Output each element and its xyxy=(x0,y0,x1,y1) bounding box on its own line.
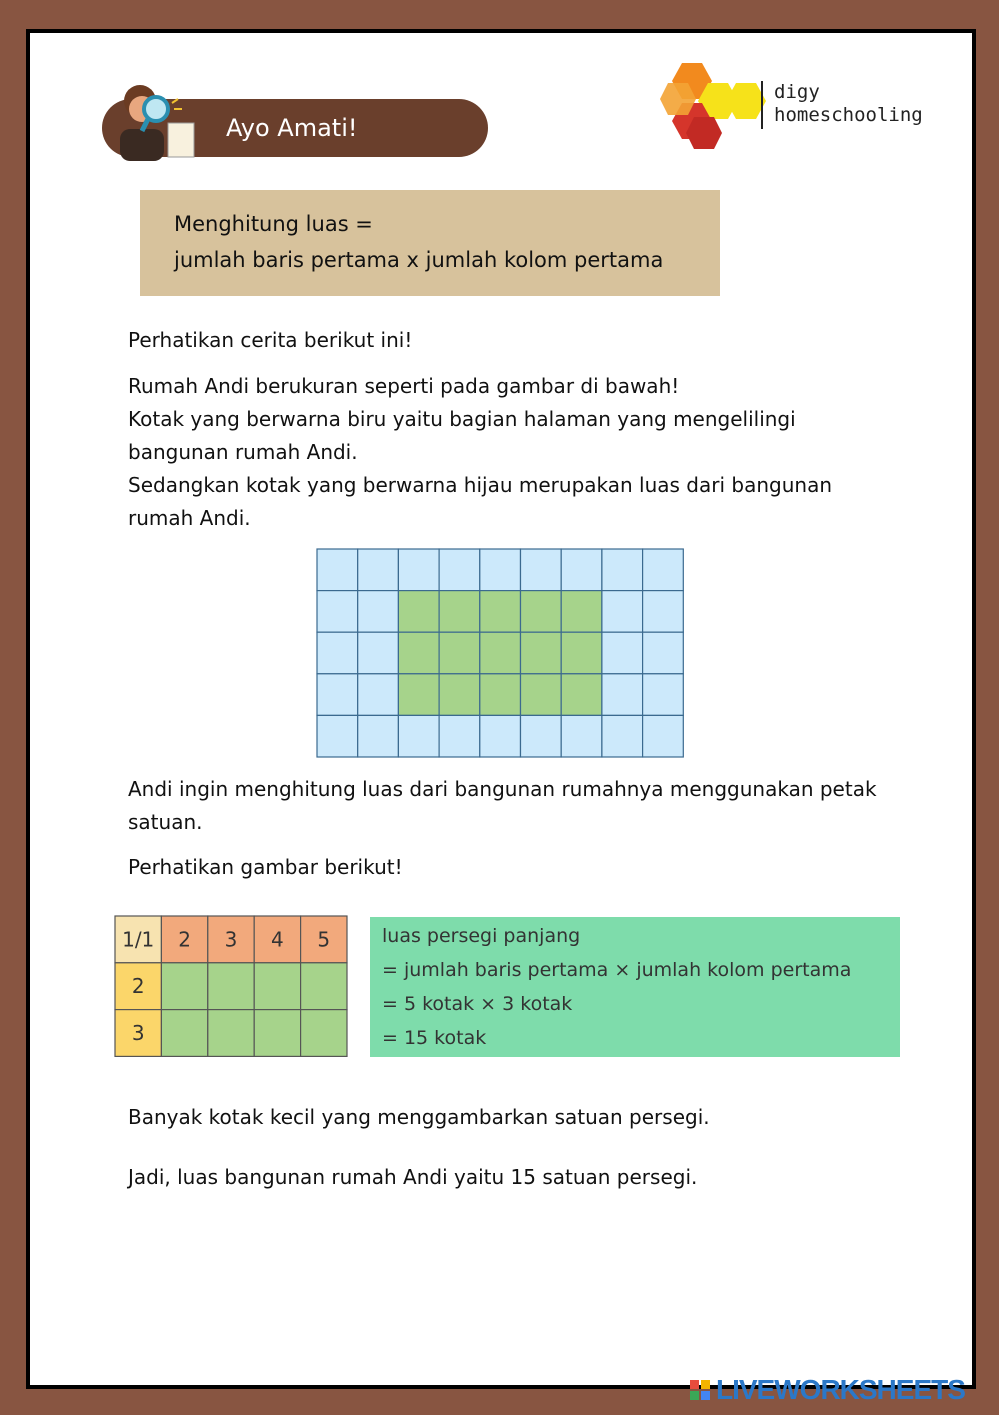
formula-line-2: jumlah baris pertama x jumlah kolom pertama xyxy=(174,248,664,272)
row-label-cell-label: 3 xyxy=(131,1021,145,1045)
yard-cell xyxy=(317,674,358,716)
liveworksheets-watermark: LIVEWORKSHEETS xyxy=(716,1374,965,1405)
house-cell xyxy=(521,632,562,674)
unit-square-cell xyxy=(208,1010,254,1057)
yard-cell xyxy=(561,549,602,591)
counting-grid xyxy=(114,915,350,1061)
logo-text-digy: digy xyxy=(774,81,820,103)
unit-square-cell xyxy=(161,963,207,1010)
yard-cell xyxy=(358,715,399,757)
yard-cell xyxy=(358,674,399,716)
yard-cell xyxy=(439,715,480,757)
story-line-3: bangunan rumah Andi. xyxy=(128,440,358,464)
house-cell xyxy=(521,674,562,716)
calc-line-3: = 5 kotak × 3 kotak xyxy=(382,993,573,1015)
house-cell xyxy=(480,632,521,674)
yard-cell xyxy=(358,632,399,674)
column-label-cell-label: 5 xyxy=(317,927,331,952)
worksheet-page xyxy=(26,29,976,1389)
calc-line-4: = 15 kotak xyxy=(382,1027,487,1049)
liveworksheets-logo-icon xyxy=(688,1372,712,1412)
house-cell xyxy=(561,591,602,633)
yard-cell xyxy=(358,549,399,591)
house-cell xyxy=(480,674,521,716)
yard-cell xyxy=(602,632,643,674)
conclusion-1: Banyak kotak kecil yang menggambarkan satuan persegi. xyxy=(128,1105,710,1129)
house-cell xyxy=(398,591,439,633)
yard-cell xyxy=(602,591,643,633)
house-cell xyxy=(398,632,439,674)
column-label-cell-label: 4 xyxy=(271,927,284,952)
unit-square-cell xyxy=(301,963,347,1010)
yard-cell xyxy=(317,632,358,674)
unit-square-cell xyxy=(301,1010,347,1057)
yard-cell xyxy=(398,549,439,591)
story-line-2: Kotak yang berwarna biru yaitu bagian halaman yang mengelilingi xyxy=(128,407,796,431)
yard-cell xyxy=(480,715,521,757)
yard-cell xyxy=(398,715,439,757)
yard-cell xyxy=(521,715,562,757)
story-line-1: Rumah Andi berukuran seperti pada gambar di bawah! xyxy=(128,374,680,398)
house-area-grid xyxy=(316,548,686,760)
column-label-cell-label: 3 xyxy=(224,927,238,952)
instruction-2: Perhatikan gambar berikut! xyxy=(128,855,403,879)
unit-square-cell xyxy=(254,963,300,1010)
yard-cell xyxy=(317,715,358,757)
row-label-cell-label: 2 xyxy=(131,974,145,999)
yard-cell xyxy=(521,549,562,591)
formula-box xyxy=(140,190,720,296)
unit-square-cell xyxy=(161,1010,207,1057)
yard-cell xyxy=(643,591,684,633)
house-cell xyxy=(439,632,480,674)
page-title: Ayo Amati! xyxy=(226,114,358,142)
house-cell xyxy=(561,674,602,716)
story-line-4: Sedangkan kotak yang berwarna hijau merupakan luas dari bangunan xyxy=(128,473,832,497)
calc-line-2: = jumlah baris pertama × jumlah kolom pertama xyxy=(382,959,852,981)
yard-cell xyxy=(480,549,521,591)
formula-line-1: Menghitung luas = xyxy=(174,212,373,236)
unit-square-cell xyxy=(254,1010,300,1057)
yard-cell xyxy=(439,549,480,591)
house-cell xyxy=(561,632,602,674)
yard-cell xyxy=(643,549,684,591)
story-line-5: rumah Andi. xyxy=(128,506,251,530)
yard-cell xyxy=(643,674,684,716)
yard-cell xyxy=(602,674,643,716)
house-cell xyxy=(521,591,562,633)
calc-line-1: luas persegi panjang xyxy=(382,925,581,947)
house-cell xyxy=(439,674,480,716)
detective-kid-icon xyxy=(108,79,198,161)
yard-cell xyxy=(358,591,399,633)
house-cell xyxy=(480,591,521,633)
unit-square-cell xyxy=(208,963,254,1010)
yard-cell xyxy=(317,549,358,591)
yard-cell xyxy=(602,549,643,591)
yard-cell xyxy=(643,632,684,674)
yard-cell xyxy=(561,715,602,757)
yard-cell xyxy=(643,715,684,757)
yard-cell xyxy=(602,715,643,757)
yard-cell xyxy=(317,591,358,633)
andi-line-1: Andi ingin menghitung luas dari bangunan rumahnya menggunakan petak xyxy=(128,777,877,801)
column-label-cell-label: 2 xyxy=(178,927,191,952)
calculation-box xyxy=(370,917,900,1057)
logo-text-homeschooling: homeschooling xyxy=(774,104,923,126)
conclusion-2: Jadi, luas bangunan rumah Andi yaitu 15 satuan persegi. xyxy=(128,1165,698,1189)
house-cell xyxy=(439,591,480,633)
house-cell xyxy=(398,674,439,716)
andi-line-2: satuan. xyxy=(128,810,203,834)
instruction-1: Perhatikan cerita berikut ini! xyxy=(128,328,413,352)
corner-cell-label: 1/1 xyxy=(122,927,155,952)
